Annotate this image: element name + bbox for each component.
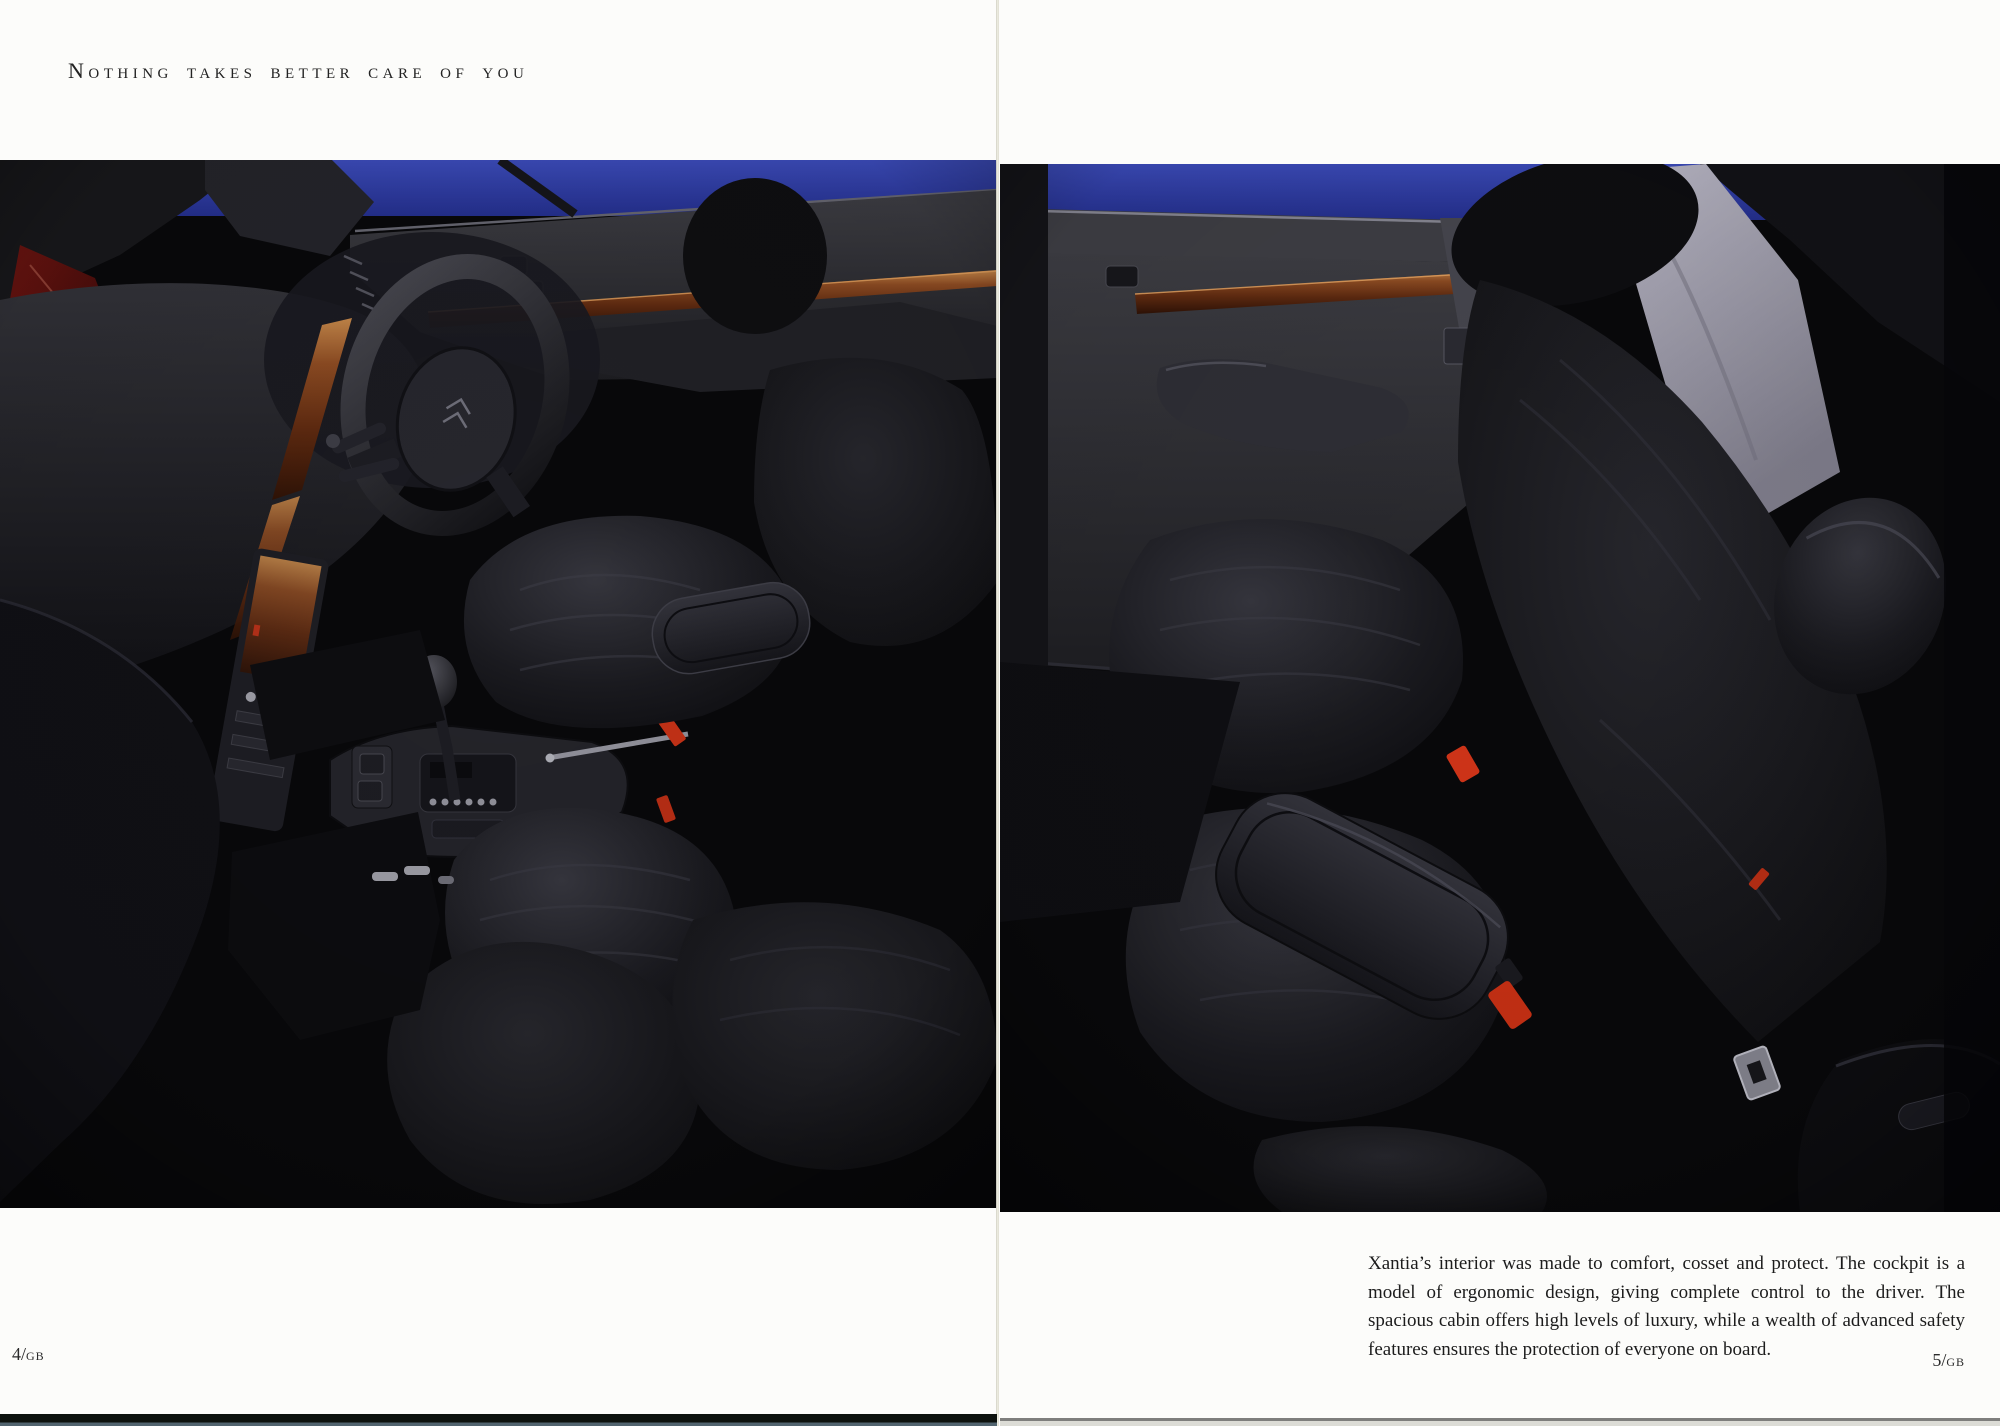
caption-text: Xantia’s interior was made to comfort, cosset and protect. The cockpit is a model of ergonomic design, giving complete control to the driver. The spacious cabin offers high levels of luxury, while a wealth of advanced safety features ensures the protection of everyone on board.: [1368, 1253, 1965, 1360]
page-region-code: GB: [1946, 1355, 1965, 1369]
page-number-right: [1368, 1350, 1965, 1371]
scan-edge-left: [0, 1414, 997, 1426]
page-gutter: [996, 0, 999, 1426]
page-title: Nothing takes better care of you: [68, 58, 529, 83]
rear-cabin-photo-right-page: [1000, 160, 2000, 1212]
page-number-left: [12, 1344, 45, 1365]
page-number: 5/: [1932, 1350, 1947, 1370]
interior-photo: [0, 160, 2000, 1212]
scan-edge-right-under: [1000, 1421, 2000, 1426]
cockpit-photo-left-page: [0, 160, 997, 1208]
page-region-code: GB: [26, 1349, 45, 1363]
page-number: 4/: [12, 1344, 27, 1364]
